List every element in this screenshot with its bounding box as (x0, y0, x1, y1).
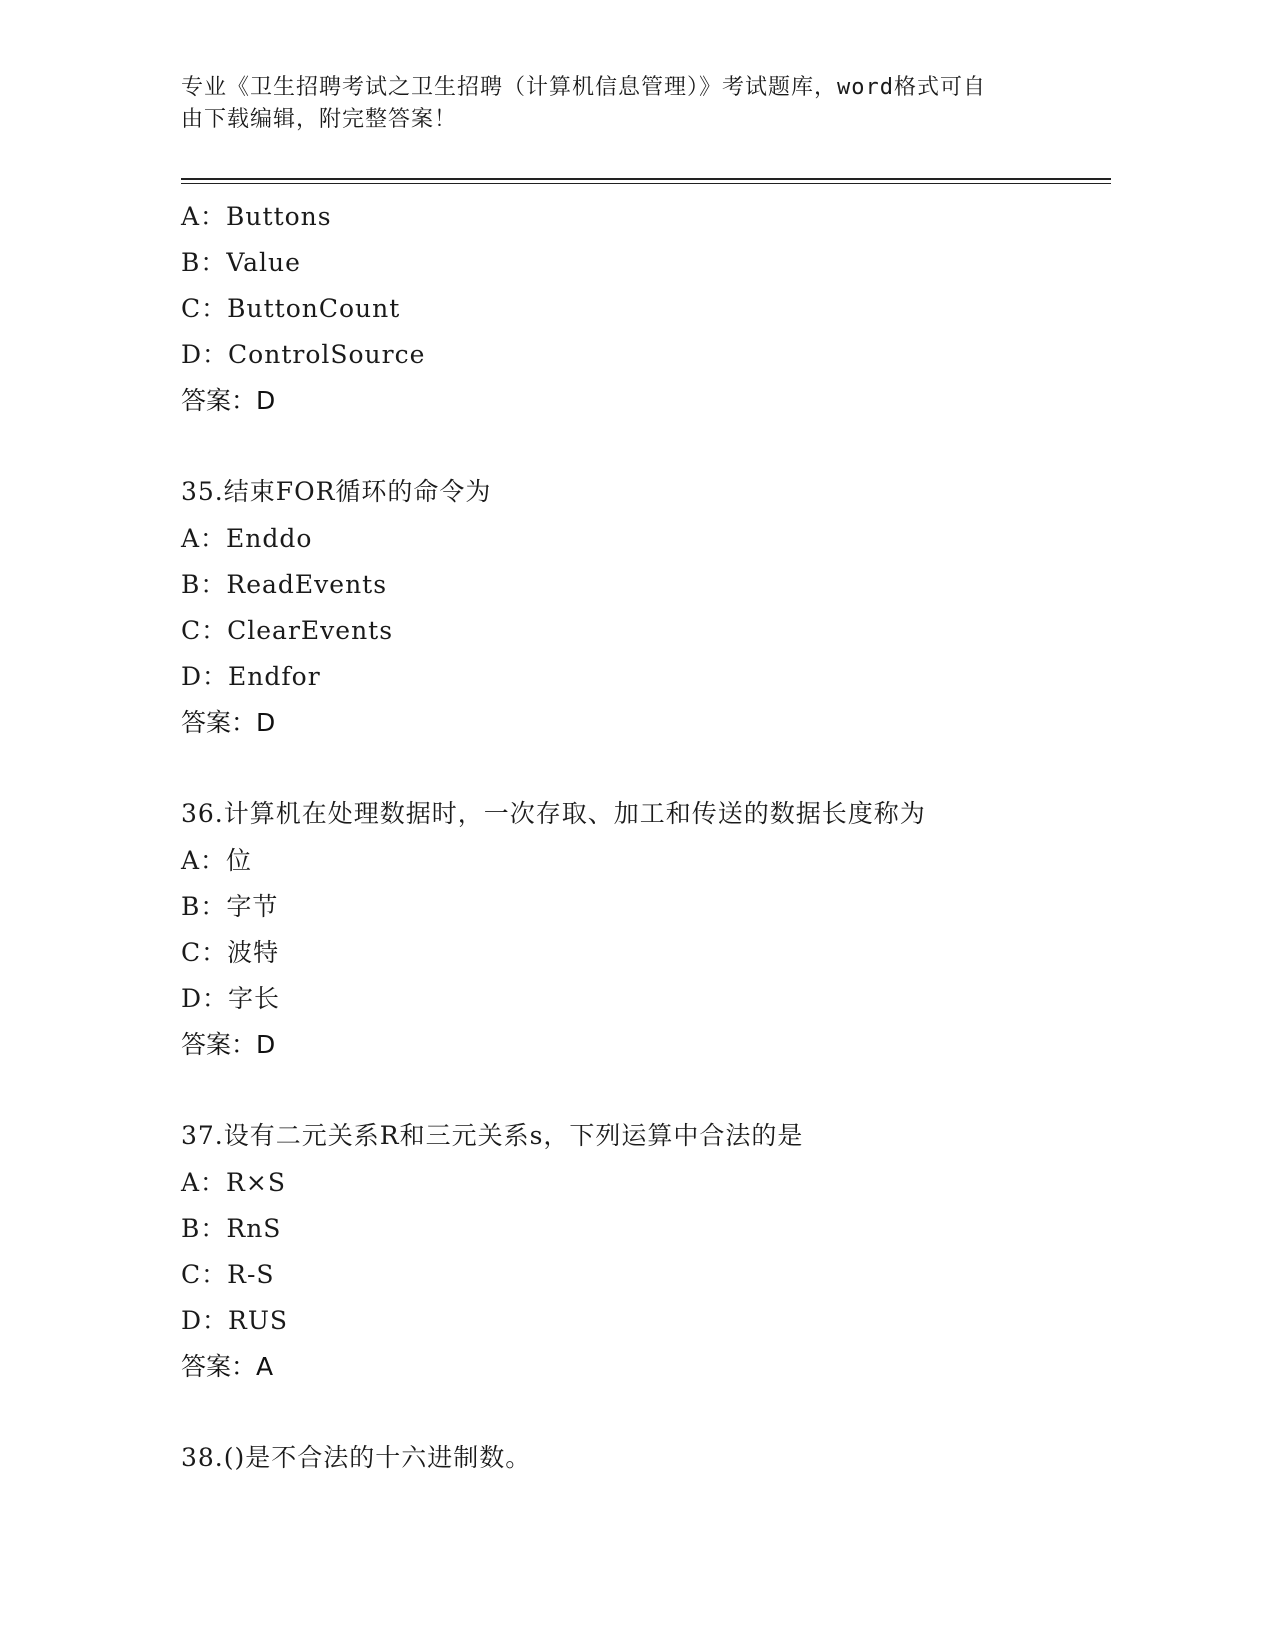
question-38 (181, 1434, 1111, 1482)
option-d: D：RUS (181, 1306, 289, 1335)
question-35 (181, 468, 1111, 746)
header-rule-thin (181, 183, 1111, 184)
option-b: B：ReadEvents (181, 570, 388, 599)
option-d: D：ControlSource (181, 340, 426, 369)
option-c: C：波特 (181, 938, 280, 967)
option-c: C：ButtonCount (181, 294, 401, 323)
option-d: D：字长 (181, 984, 281, 1013)
option-c: C：ClearEvents (181, 616, 394, 645)
header-line-1: 专业《卫生招聘考试之卫生招聘（计算机信息管理）》考试题库，word格式可自 (181, 75, 986, 100)
option-a: A：位 (181, 846, 253, 875)
answer-line: 答案：A (181, 1352, 274, 1381)
answer-line: 答案：D (181, 386, 276, 415)
option-a: A：Enddo (181, 524, 313, 553)
option-b: B：RnS (181, 1214, 282, 1243)
question-36 (181, 790, 1111, 1068)
question-stem: 38.()是不合法的十六进制数。 (181, 1443, 532, 1472)
option-a: A：Buttons (181, 202, 332, 231)
option-b: B：Value (181, 248, 301, 277)
document-header (181, 72, 1061, 136)
question-stem: 35.结束FOR循环的命令为 (181, 477, 492, 506)
option-c: C：R-S (181, 1260, 275, 1289)
header-rule-thick (181, 178, 1111, 180)
answer-line: 答案：D (181, 708, 276, 737)
question-34 (181, 194, 1111, 424)
option-b: B：字节 (181, 892, 279, 921)
question-stem: 36.计算机在处理数据时，一次存取、加工和传送的数据长度称为 (181, 799, 926, 828)
question-stem: 37.设有二元关系R和三元关系s，下列运算中合法的是 (181, 1121, 804, 1150)
header-line-2: 由下载编辑，附完整答案！ (181, 107, 458, 132)
option-d: D：Endfor (181, 662, 321, 691)
answer-line: 答案：D (181, 1030, 276, 1059)
option-a: A：R×S (181, 1168, 286, 1197)
question-list (181, 194, 1111, 1482)
question-37 (181, 1112, 1111, 1390)
